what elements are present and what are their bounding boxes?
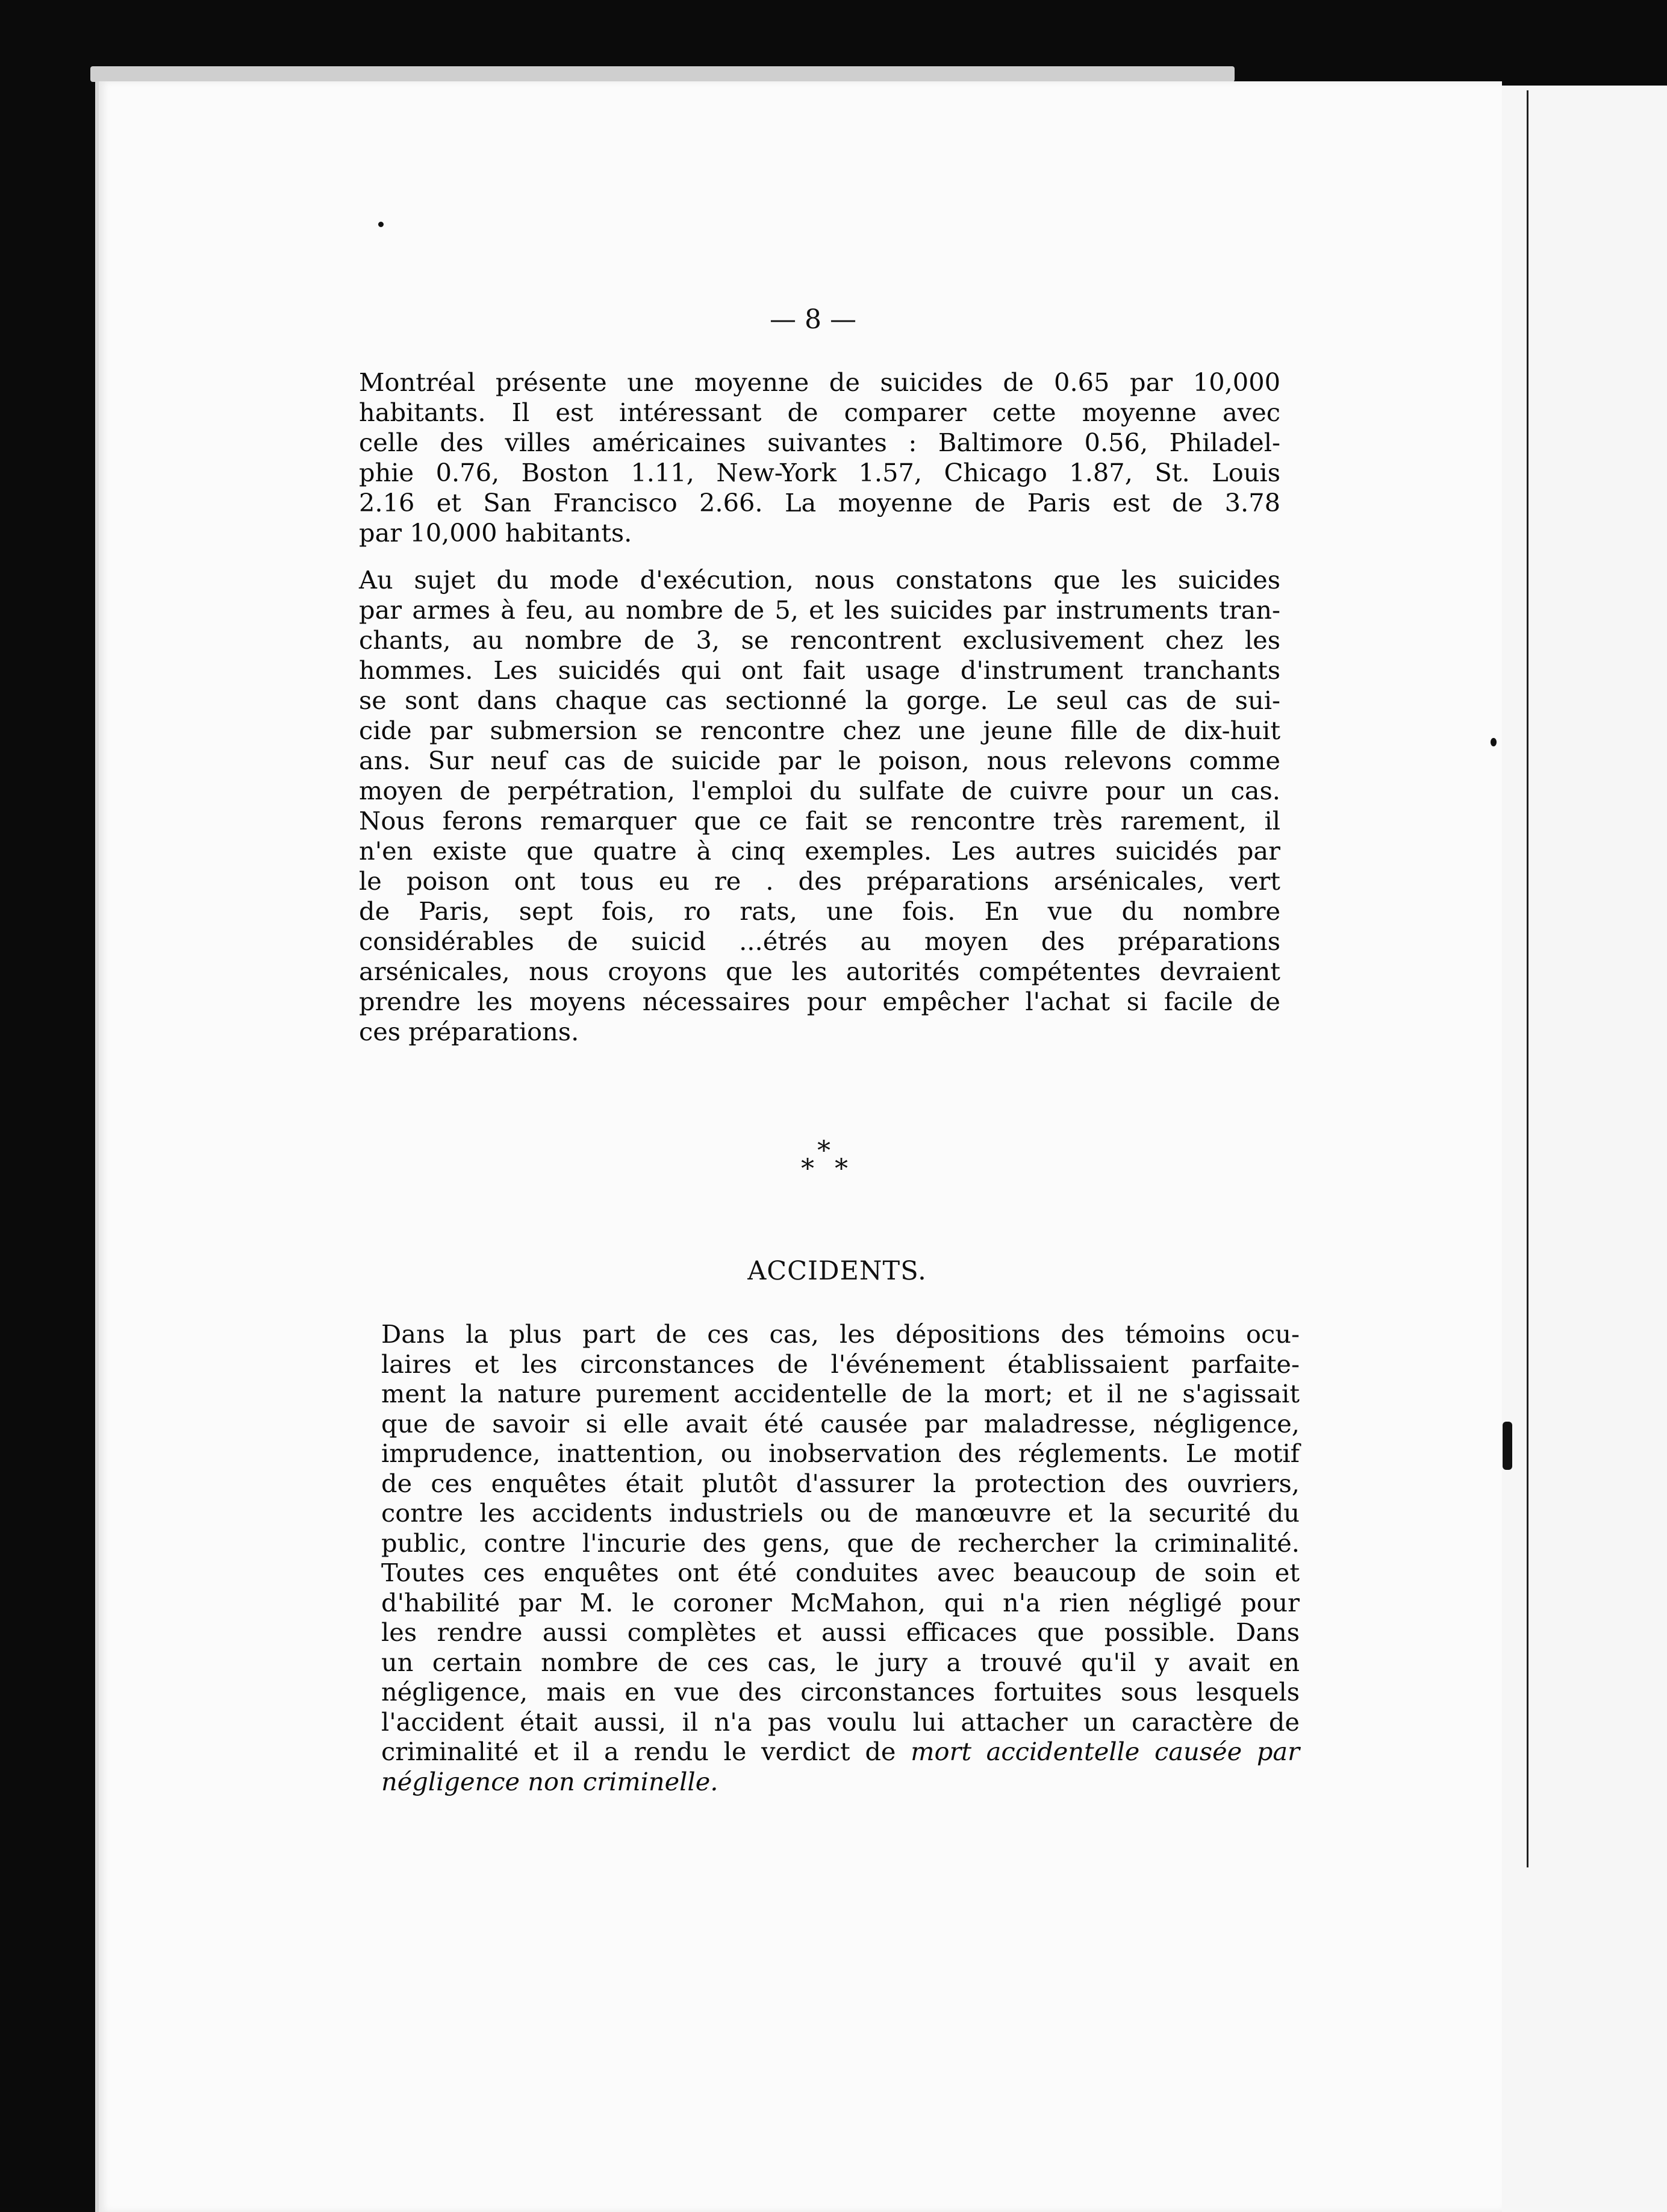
text-line: 2.16 et San Francisco 2.66. La moyenne de Paris est de 3.78 [359,488,1280,517]
text-line: public, contre l'incurie des gens, que de rechercher la criminalité. [381,1528,1300,1558]
text-line: Au sujet du mode d'exécution, nous constatons que les suicides [359,565,1280,595]
section-heading-accidents: ACCIDENTS. [747,1256,927,1286]
page-top-edge [90,66,1235,82]
paragraph-montreal-suicide-rate [359,367,1280,548]
text-line: ans. Sur neuf cas de suicide par le poison, nous relevons comme [359,746,1280,775]
verdict-italic-text-end: négligence non criminelle. [381,1766,718,1796]
text-line: hommes. Les suicidés qui ont fait usage d'instrument tranchants [359,655,1280,685]
page-number: — 8 — [770,304,856,335]
scan-speck [1491,738,1497,746]
asterisk-left: * [801,1154,814,1184]
page-fold-line [1527,90,1528,1867]
text-line: ment la nature purement accidentelle de la mort; et il ne s'agissait [381,1379,1300,1408]
text-line: imprudence, inattention, ou inobservation des réglements. Le motif [381,1439,1300,1468]
text-line: Nous ferons remarquer que ce fait se rencontre très rarement, il [359,806,1280,836]
text-line: arsénicales, nous croyons que les autorités compétentes devraient [359,957,1280,986]
verdict-lead-text: criminalité et il a rendu le verdict de [381,1737,911,1766]
text-line: celle des villes américaines suivantes : Baltimore 0.56, Philadel- [359,428,1280,457]
text-line: l'accident était aussi, il n'a pas voulu lui attacher un caractère de [381,1707,1300,1737]
text-line: un certain nombre de ces cas, le jury a trouvé qu'il y avait en [381,1647,1300,1677]
text-line: n'en existe que quatre à cinq exemples. Les autres suicidés par [359,836,1280,866]
text-line: moyen de perpétration, l'emploi du sulfate de cuivre pour un cas. [359,776,1280,805]
text-line: de Paris, sept fois, ro rats, une fois. En vue du nombre [359,896,1280,926]
asterisk-right: * [835,1154,848,1184]
text-line: considérables de suicid ...étrés au moyen des préparations [359,926,1280,956]
text-line: prendre les moyens nécessaires pour empêcher l'achat si facile de [359,987,1280,1016]
text-line: de ces enquêtes était plutôt d'assurer la protection des ouvriers, [381,1468,1300,1498]
text-line [381,1767,1300,1797]
text-line: se sont dans chaque cas sectionné la gorge. Le seul cas de sui- [359,686,1280,715]
text-line: que de savoir si elle avait été causée par maladresse, négligence, [381,1408,1300,1439]
text-line: ces préparations. [359,1017,579,1046]
text-line: Dans la plus part de ces cas, les dépositions des témoins ocu- [381,1319,1300,1349]
adjacent-page-edge [1488,86,1667,2212]
text-line: Montréal présente une moyenne de suicides de 0.65 par 10,000 [359,367,1280,397]
text-line: habitants. Il est intéressant de comparer cette moyenne avec [359,398,1280,427]
text-line: phie 0.76, Boston 1.11, New-York 1.57, Chicago 1.87, St. Louis [359,458,1280,487]
text-line: cide par submersion se rencontre chez une jeune fille de dix-huit [359,716,1280,745]
text-line: contre les accidents industriels ou de manœuvre et la securité du [381,1498,1300,1528]
verdict-italic-text: mort accidentelle causée par [911,1737,1300,1766]
section-divider-asterism [783,1136,879,1190]
text-line: négligence, mais en vue des circonstances fortuites sous lesquels [381,1677,1300,1707]
text-line: chants, au nombre de 3, se rencontrent exclusivement chez les [359,625,1280,655]
paragraph-mode-of-execution [359,565,1280,1047]
text-line: par armes à feu, au nombre de 5, et les suicides par instruments tran- [359,595,1280,625]
text-line: d'habilité par M. le coroner McMahon, qui n'a rien négligé pour [381,1587,1300,1617]
text-line: laires et les circonstances de l'événement établissaient parfaite- [381,1349,1300,1379]
scan-speck [378,222,384,227]
text-line [381,1737,1300,1767]
text-line: le poison ont tous eu re . des préparations arsénicales, vert [359,866,1280,896]
text-line: Toutes ces enquêtes ont été conduites avec beaucoup de soin et [381,1558,1300,1587]
scan-speck [1503,1422,1512,1470]
asterisk-top: * [817,1136,830,1166]
text-line: par 10,000 habitants. [359,518,632,548]
text-line: les rendre aussi complètes et aussi efficaces que possible. Dans [381,1617,1300,1647]
paragraph-accidents [381,1319,1300,1796]
